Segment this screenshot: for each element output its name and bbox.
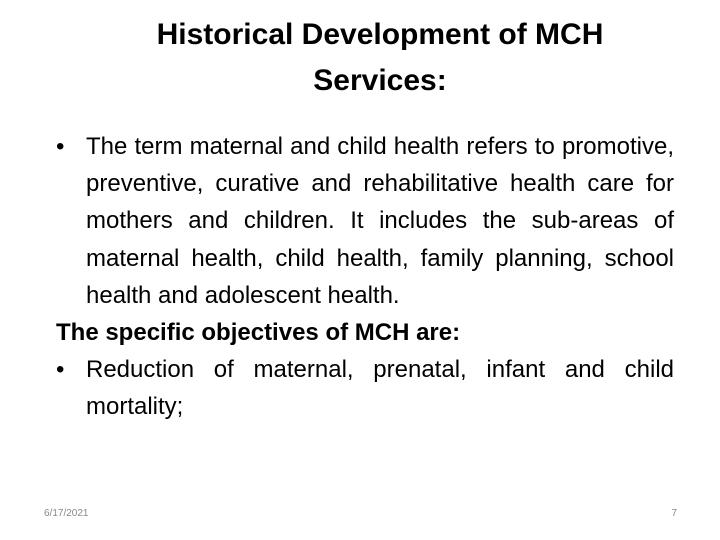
objectives-heading: The specific objectives of MCH are: bbox=[56, 319, 461, 347]
footer-date: 6/17/2021 bbox=[44, 508, 89, 519]
slide-title bbox=[60, 12, 700, 104]
bullet-definition-text: The term maternal and child health refers to promotive, preventive, curative and rehabilitative health care for mothers and children. It includes the sub-areas of maternal health, child health, family planning, school health and adolescent health. bbox=[86, 133, 674, 309]
bullet-definition bbox=[56, 128, 674, 314]
slide-body bbox=[56, 128, 674, 426]
bullet-objective-text: Reduction of maternal, prenatal, infant and child mortality; bbox=[86, 356, 674, 421]
bullet-objective bbox=[56, 351, 674, 425]
slide-title-line-2: Services: bbox=[313, 64, 447, 97]
bullet-marker: • bbox=[56, 356, 65, 384]
bullet-marker: • bbox=[56, 133, 65, 160]
page-number: 7 bbox=[671, 508, 677, 519]
slide-title-line-1: Historical Development of MCH bbox=[156, 18, 604, 51]
